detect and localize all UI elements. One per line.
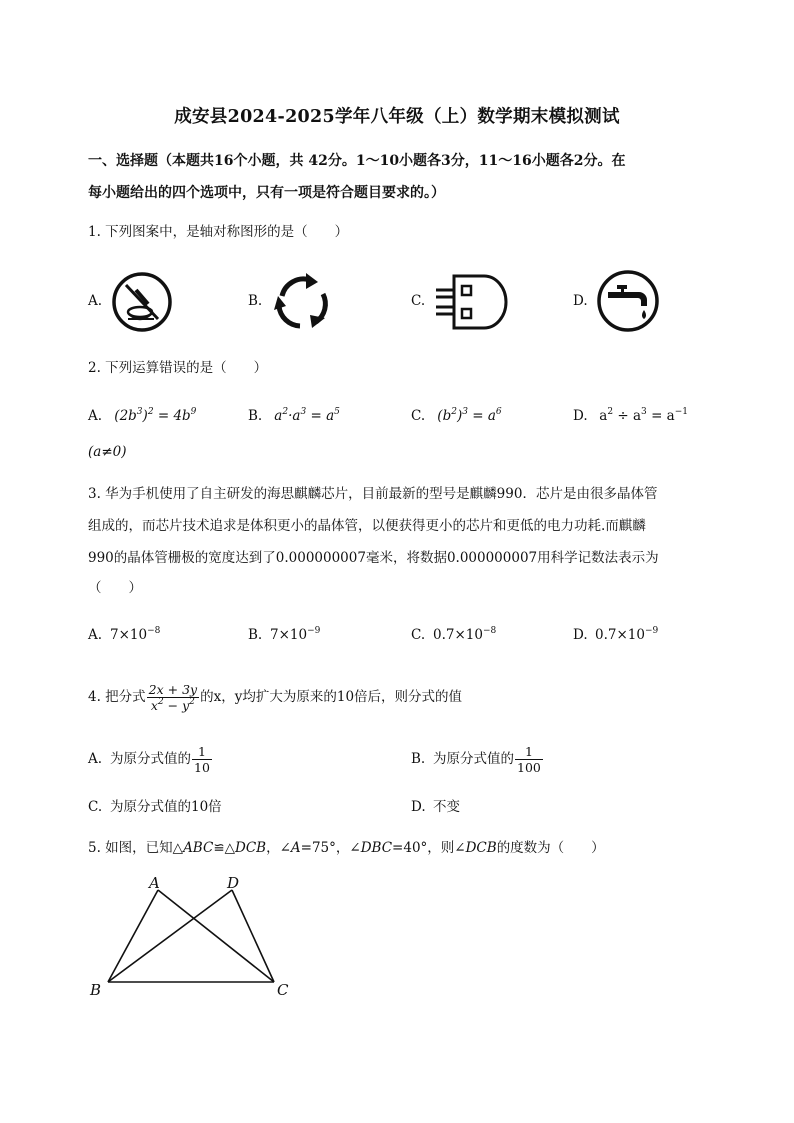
segment-ab	[108, 890, 158, 982]
q2-c-eq: = a	[467, 408, 496, 424]
q4-fraction-denominator: $x^2 - y^2$	[150, 697, 195, 713]
plug-icon	[432, 272, 510, 332]
q2-b-exp1: 2	[282, 407, 289, 417]
q2-condition: (a≠0)	[88, 444, 127, 460]
q3-a-exp: −8	[147, 626, 161, 636]
q2-a-exp2: 2	[147, 407, 154, 417]
q5-part5: 的度数为（ ）	[496, 840, 605, 856]
q1-option-a-label: A.	[88, 293, 103, 309]
q4-den-x: x	[150, 698, 158, 713]
section-heading-line1: 一、选择题（本题共16个小题，共 42分。1～10小题各3分，11～16小题各2分。在	[88, 153, 626, 169]
point-a-label: A	[149, 874, 160, 892]
triangle-diagram	[84, 872, 304, 1002]
q2-d-exp3: −1	[674, 407, 689, 417]
q5-part1: 5. 如图，已知△	[88, 840, 184, 856]
segment-ac	[158, 890, 274, 982]
q3-d-exp: −9	[644, 626, 659, 636]
q4-fraction	[147, 682, 199, 713]
q4-option-b-text: 为原分式值的	[433, 751, 514, 767]
q2-d-div: ÷ a	[613, 408, 642, 424]
q3-option-d-label: D.	[573, 627, 588, 643]
point-b-label: B	[90, 981, 102, 999]
q4-option-a-text: 为原分式值的	[110, 751, 191, 767]
q2-b-exp2: 3	[300, 407, 307, 417]
question-4-stem	[88, 680, 462, 714]
q3-a-coef: 7×10	[110, 627, 148, 643]
question-1-stem: 1. 下列图案中，是轴对称图形的是（ ）	[88, 224, 349, 240]
q4-b-num: 1	[515, 744, 543, 760]
q1-option-c-label: C.	[411, 293, 426, 309]
q4-a-den: 10	[194, 760, 210, 775]
q4-option-d-label: D.	[411, 799, 426, 815]
q3-option-b-label: B.	[248, 627, 263, 643]
question-3-line1: 3. 华为手机使用了自主研发的海思麒麟芯片，目前最新的型号是麒麟990．芯片是由很多晶体管	[88, 486, 658, 502]
q4-fraction-numerator: 2x + 3y	[148, 682, 198, 697]
q2-d-eq: = a	[646, 408, 675, 424]
q4-prefix: 4. 把分式	[88, 689, 146, 705]
question-2-stem: 2. 下列运算错误的是（ ）	[88, 360, 268, 376]
q5-part3: =75°，∠	[300, 840, 361, 856]
q3-d-coef: 0.7×10	[595, 627, 645, 643]
q4-option-b-label: B.	[411, 751, 426, 767]
q2-d-exp2: 3	[641, 407, 647, 417]
segment-bd	[108, 890, 232, 982]
q4-b-den: 100	[517, 760, 541, 775]
q4-option-c	[88, 797, 222, 817]
q4-option-c-text: 为原分式值的10倍	[110, 799, 222, 815]
q4-option-a-fraction	[192, 744, 212, 775]
q3-option-b	[248, 625, 320, 645]
q4-option-d-text: 不变	[433, 799, 460, 815]
q2-d-exp1: 2	[607, 407, 614, 417]
q1-option-b-label: B.	[248, 293, 263, 309]
q2-option-d-label: D.	[573, 408, 588, 424]
question-3-line3: 990的晶体管栅极的宽度达到了0.000000007毫米，将数据0.000000007用科学记数法表示为	[88, 550, 659, 566]
q4-option-d	[411, 797, 460, 817]
section-heading-line2: 每小题给出的四个选项中，只有一项是符合题目要求的。）	[88, 185, 445, 201]
q5-abc: ABC	[183, 840, 214, 856]
q2-c-mid: )	[456, 408, 463, 424]
point-d-label: D	[227, 874, 240, 892]
q5-cong: ≌△	[213, 840, 236, 856]
q4-option-a	[88, 742, 213, 776]
q4-a-num: 1	[192, 744, 212, 760]
q4-den-y: − y	[163, 698, 190, 713]
q3-option-a	[88, 625, 160, 645]
q2-c-exp1: 2	[451, 407, 457, 417]
q3-option-c	[411, 625, 496, 645]
q2-a-mid: )	[142, 408, 148, 424]
point-c-label: C	[277, 981, 289, 999]
q2-a-base: (2b	[114, 408, 137, 424]
q2-a-exp3: 9	[190, 407, 197, 417]
q5-part2: ，∠	[266, 840, 291, 856]
no-cleaning-icon	[110, 270, 174, 334]
question-3-line4: （ ）	[88, 580, 142, 596]
q4-option-b-fraction	[515, 744, 543, 775]
q3-option-a-label: A.	[88, 627, 103, 643]
q2-c-base: (b	[437, 408, 452, 424]
q5-angle-a: A	[290, 840, 301, 856]
q5-part4: =40°，则∠	[392, 840, 466, 856]
q4-option-b	[411, 742, 544, 776]
q2-option-b	[248, 406, 340, 426]
q2-option-c	[411, 406, 502, 426]
q3-option-d	[573, 625, 658, 645]
q3-option-c-label: C.	[411, 627, 426, 643]
question-5-stem	[88, 838, 605, 858]
q2-d-a1: a	[599, 408, 608, 424]
question-3-line2: 组成的，而芯片技术追求是体积更小的晶体管，以便获得更小的芯片和更低的电力功耗.而麒麟	[88, 518, 646, 534]
q2-c-exp2: 3	[462, 407, 468, 417]
q4-option-c-label: C.	[88, 799, 103, 815]
q3-b-exp: −9	[307, 626, 321, 636]
q3-c-coef: 0.7×10	[433, 627, 483, 643]
recycle-arrows-icon	[270, 270, 334, 334]
q2-b-a1: a	[274, 408, 283, 424]
q3-c-exp: −8	[482, 626, 497, 636]
q2-a-eq: = 4b	[153, 408, 191, 424]
q2-b-exp3: 5	[334, 407, 340, 417]
q3-b-coef: 7×10	[270, 627, 308, 643]
q2-option-c-label: C.	[411, 408, 426, 424]
q2-b-dot: ·a	[288, 408, 301, 424]
q2-option-b-label: B.	[248, 408, 263, 424]
q2-option-d	[573, 406, 688, 426]
faucet-icon	[595, 268, 661, 334]
q2-option-a	[88, 406, 196, 426]
q2-a-exp1: 3	[136, 407, 143, 417]
q4-suffix: 的x，y均扩大为原来的10倍后，则分式的值	[200, 689, 463, 705]
q2-option-a-label: A.	[88, 408, 103, 424]
q5-angle-dbc: DBC	[360, 840, 393, 856]
q5-dcb: DCB	[235, 840, 267, 856]
q4-option-a-label: A.	[88, 751, 103, 767]
q2-b-eq: = a	[306, 408, 335, 424]
q2-c-exp3: 6	[495, 407, 502, 417]
q5-angle-dcb: DCB	[465, 840, 497, 856]
page-title: 成安县2024-2025学年八年级（上）数学期末模拟测试	[174, 107, 620, 127]
segment-dc	[232, 890, 274, 982]
q1-option-d-label: D.	[573, 293, 588, 309]
